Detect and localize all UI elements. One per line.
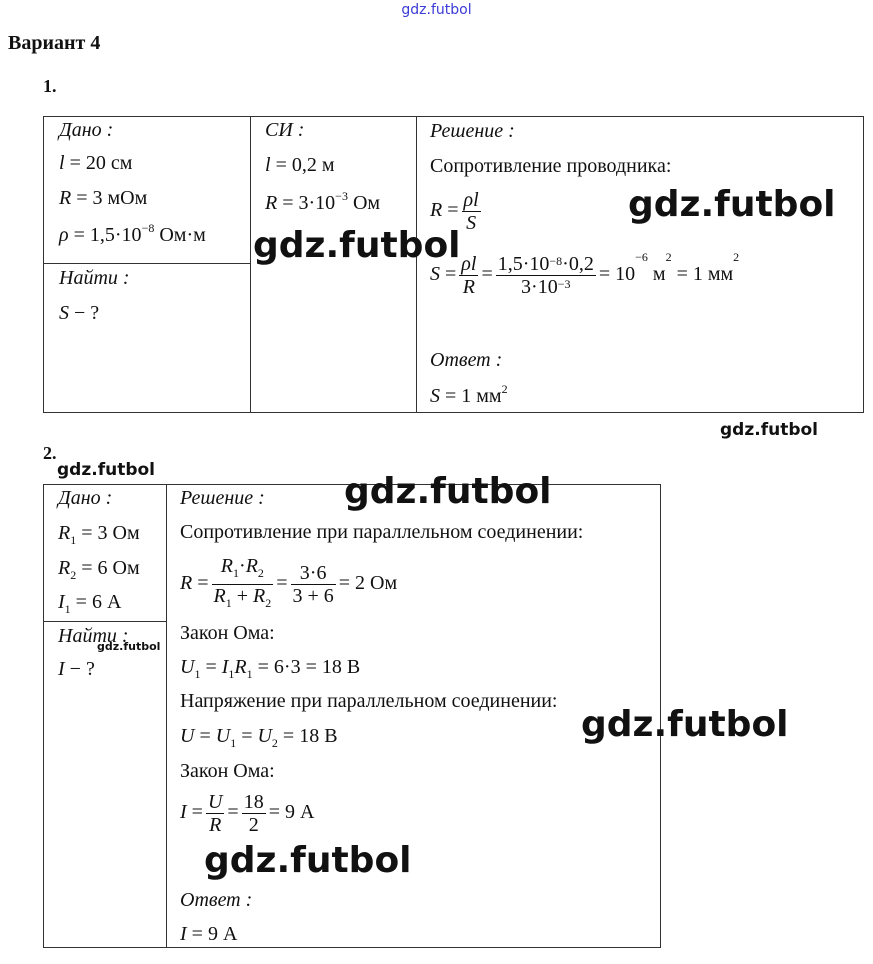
task2-step4-formula: I = $\frac{U}{R}$ = $\frac{18}{2}$ = 9 А [180, 791, 315, 836]
task2-find-label: Найти : [58, 625, 129, 647]
task1-find-value: S − ? [59, 302, 100, 324]
task2-given-r2: $R_2 = 6$ Ом [58, 557, 140, 582]
task2-number: 2. [43, 443, 57, 463]
watermark-text: gdz.futbol [720, 420, 818, 440]
task2-solution-label: Решение : [180, 487, 265, 509]
task1-given-length: l = 20 см [59, 152, 133, 174]
watermark-text: gdz.futbol [97, 640, 161, 653]
task1-given-resistance: R = 3 мОм [59, 187, 148, 209]
task1-solution-cell [417, 117, 864, 413]
task2-step2-text: Закон Ома: [180, 622, 275, 644]
task2-step3-formula: $U = U_1 = U_2 = 18$ В [180, 725, 338, 750]
task2-find-cell [44, 622, 167, 948]
top-watermark-link[interactable]: gdz.futbol [401, 2, 472, 18]
task1-given-label: Дано : [59, 119, 114, 141]
task2-given-r1: $R_1 = 3$ Ом [58, 522, 140, 547]
task1-solution-label: Решение : [430, 120, 515, 142]
task1-number: 1. [43, 76, 57, 96]
watermark-text: gdz.futbol [57, 460, 155, 480]
task2-step2-formula: $U_1 = I_1R_1 = 6\cdot 3 = 18$ В [180, 656, 361, 681]
task2-answer-value: I = 9 А [180, 923, 238, 945]
task2-step3-text: Напряжение при параллельном соединении: [180, 690, 558, 712]
watermark-text: gdz.futbol [581, 704, 789, 745]
task1-answer-value: S = 1 $мм^2$ [430, 382, 508, 407]
task1-si-length: l = 0,2 м [265, 154, 335, 176]
task1-answer-label: Ответ : [430, 349, 503, 371]
task2-given-i1: $I_1 = 6$ А [58, 591, 122, 616]
task2-step4-text: Закон Ома: [180, 760, 275, 782]
page-heading: Вариант 4 [8, 32, 101, 54]
task1-formula-area: S = $\frac{\rho l}{R}$ = $\frac{1,5\cdot 10^{-8}\cdot 0,2}{3\cdot 10^{-3}}$ = $10^{-6}$ $м^2 = 1$ $мм^2$ [430, 250, 740, 298]
task1-given-resistivity: $\rho = 1,5\cdot 10^{-8}$ Ом·м [59, 221, 206, 246]
task1-solution-intro: Сопротивление проводника: [430, 155, 672, 177]
watermark-text: gdz.futbol [628, 184, 836, 225]
task1-si-label: СИ : [265, 119, 305, 141]
task2-answer-label: Ответ : [180, 889, 253, 911]
task1-si-resistance: $R = 3\cdot 10^{-3}$ Ом [265, 189, 381, 214]
task1-find-cell [44, 264, 251, 413]
task1-formula-resistance: R = $\frac{\rho l}{S}$ [430, 189, 479, 234]
task2-find-value: I − ? [58, 658, 95, 680]
watermark-text: gdz.futbol [253, 225, 461, 266]
task2-given-label: Дано : [58, 487, 113, 509]
task1-find-label: Найти : [59, 267, 130, 289]
task1-given-cell [44, 117, 251, 264]
task2-given-cell [44, 485, 167, 622]
task2-step1-text: Сопротивление при параллельном соединении: [180, 521, 584, 543]
watermark-text: gdz.futbol [204, 840, 412, 881]
task2-step1-formula: R = $\frac{R_1\cdot R_2}{R_1 + R_2}$ = $\frac{3\cdot 6}{3 + 6}$ = 2 Ом [180, 555, 398, 610]
watermark-text: gdz.futbol [344, 471, 552, 512]
